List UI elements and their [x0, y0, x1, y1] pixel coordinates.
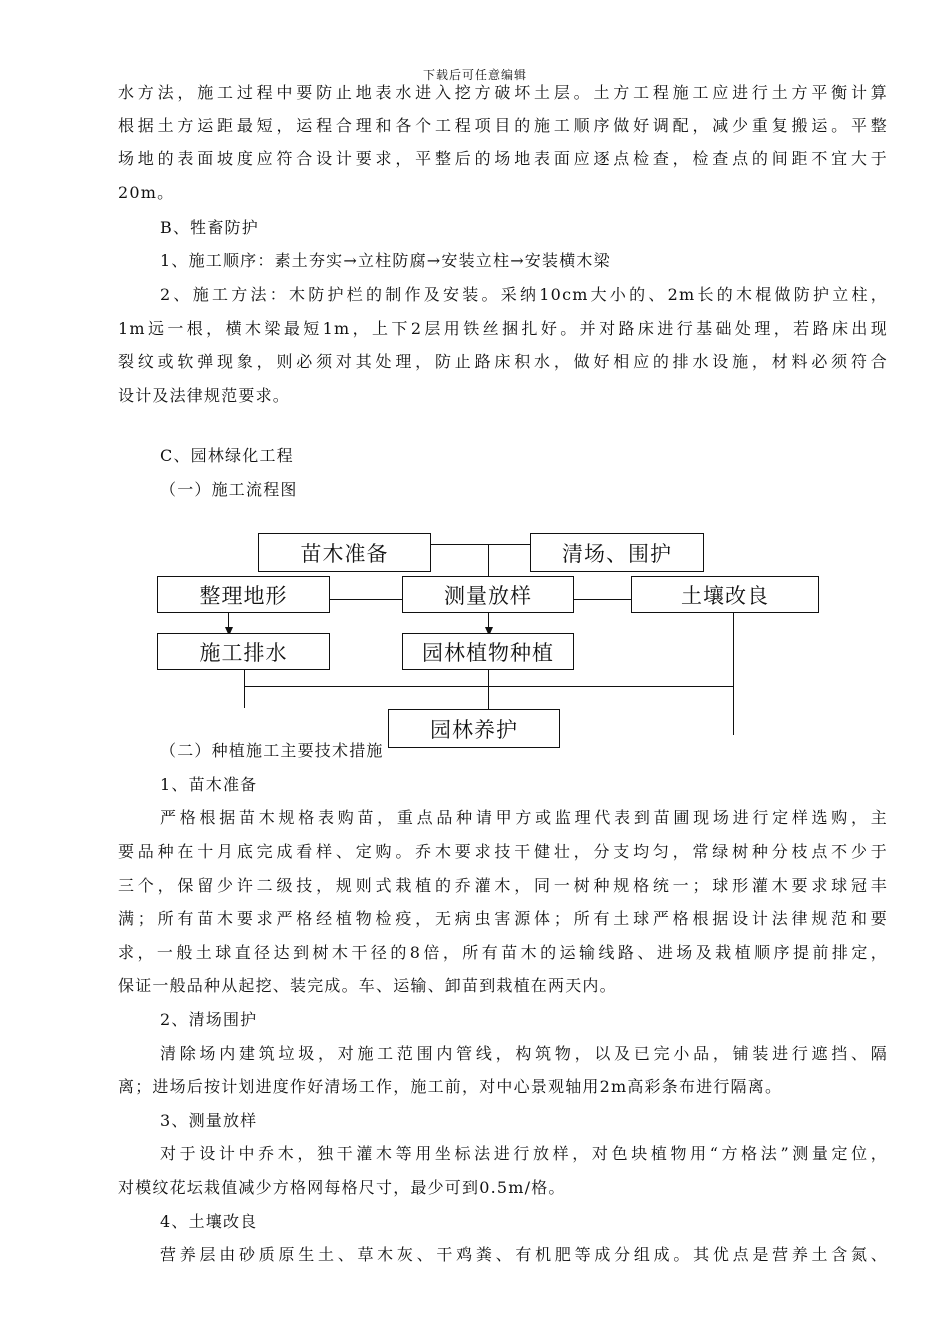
paragraph-line: 离；进场后按计划进度作好清场工作，施工前，对中心景观轴用2m高彩条布进行隔离。 — [118, 1077, 783, 1096]
paragraph-line: 2、施工方法：木防护栏的制作及安装。采纳10cm大小的、2m长的木棍做防护立柱， — [160, 285, 888, 304]
paragraph-line: 求，一般土球直径达到树木干径的8倍，所有苗木的运输线路、进场及栽植顺序提前排定， — [118, 943, 888, 962]
paragraph-line: 对于设计中乔木，独干灌木等用坐标法进行放样，对色块植物用“方格法”测量定位， — [160, 1144, 888, 1163]
paragraph-line: 根据土方运距最短，运程合理和各个工程项目的施工顺序做好调配，减少重复搬运。平整 — [118, 116, 888, 135]
paragraph-line: 裂纹或软弹现象，则必须对其处理，防止路床积水，做好相应的排水设施，材料必须符合 — [118, 352, 888, 371]
flow-box-soil-improvement: 土壤改良 — [631, 576, 819, 613]
subheading-technical-measures: （二）种植施工主要技术措施 — [160, 741, 384, 760]
paragraph-line: 清除场内建筑垃圾，对施工范围内管线，构筑物，以及已完小品，铺装进行遮挡、隔 — [160, 1044, 888, 1063]
paragraph-line: 保证一般品种从起挖、装完成。车、运输、卸苗到栽植在两天内。 — [118, 976, 617, 995]
subheading-flowchart: （一）施工流程图 — [160, 480, 298, 499]
connector-line — [573, 599, 631, 600]
paragraph-line: 20m。 — [118, 183, 175, 202]
paragraph-line: 设计及法律规范要求。 — [118, 386, 291, 405]
flow-box-terrain-grading: 整理地形 — [157, 576, 330, 613]
connector-line — [244, 670, 245, 708]
paragraph-line: 满；所有苗木要求严格经植物检疫，无病虫害源体；所有土球严格根据设计法律规范和要 — [118, 909, 888, 928]
flow-box-site-clearing: 清场、围护 — [530, 533, 704, 572]
paragraph-line: 场地的表面坡度应符合设计要求，平整后的场地表面应逐点检查，检查点的间距不宜大于 — [118, 149, 888, 168]
paragraph-line: 三个，保留少许二级技，规则式栽植的乔灌木，同一树种规格统一；球形灌木要求球冠丰 — [118, 876, 888, 895]
construction-sequence: 1、施工顺序：素土夯实→立柱防腐→安装立柱→安装横木梁 — [160, 251, 611, 270]
connector-line — [488, 670, 489, 710]
connector-line — [488, 544, 489, 576]
paragraph-line: 1m远一根，横木梁最短1m，上下2层用铁丝捆扎好。并对路床进行基础处理，若路床出现 — [118, 319, 888, 338]
item-heading-survey: 3、测量放样 — [160, 1111, 258, 1130]
flow-box-drainage: 施工排水 — [157, 633, 330, 670]
flow-box-survey-layout: 测量放样 — [402, 576, 574, 613]
connector-line — [430, 544, 530, 545]
flow-box-planting: 园林植物种植 — [402, 633, 574, 670]
connector-line — [733, 612, 734, 735]
page-header-note: 下载后可任意编辑 — [422, 68, 527, 82]
paragraph-line: 对模纹花坛栽值减少方格网每格尺寸，最少可到0.5m/格。 — [118, 1178, 566, 1197]
paragraph-line: 水方法，施工过程中要防止地表水进入挖方破坏土层。土方工程施工应进行土方平衡计算 — [118, 83, 888, 102]
flow-box-seedling-prep: 苗木准备 — [258, 533, 431, 572]
paragraph-line: 要品种在十月底完成看样、定购。乔木要求技干健壮，分支均匀，常绿树种分枝点不少于 — [118, 842, 888, 861]
paragraph-line: 严格根据苗木规格表购苗，重点品种请甲方或监理代表到苗圃现场进行定样选购，主 — [160, 808, 888, 827]
section-heading-c: C、园林绿化工程 — [160, 446, 294, 465]
section-heading-b: B、牲畜防护 — [160, 218, 259, 237]
flow-box-maintenance: 园林养护 — [388, 709, 560, 748]
item-heading-soil: 4、土壤改良 — [160, 1212, 258, 1231]
connector-line — [330, 599, 402, 600]
connector-line — [244, 686, 733, 687]
item-heading-seedling: 1、苗木准备 — [160, 775, 258, 794]
paragraph-line: 营养层由砂质原生土、草木灰、干鸡粪、有机肥等成分组成。其优点是营养土含氮、 — [160, 1245, 888, 1264]
item-heading-clearing: 2、清场围护 — [160, 1010, 258, 1029]
